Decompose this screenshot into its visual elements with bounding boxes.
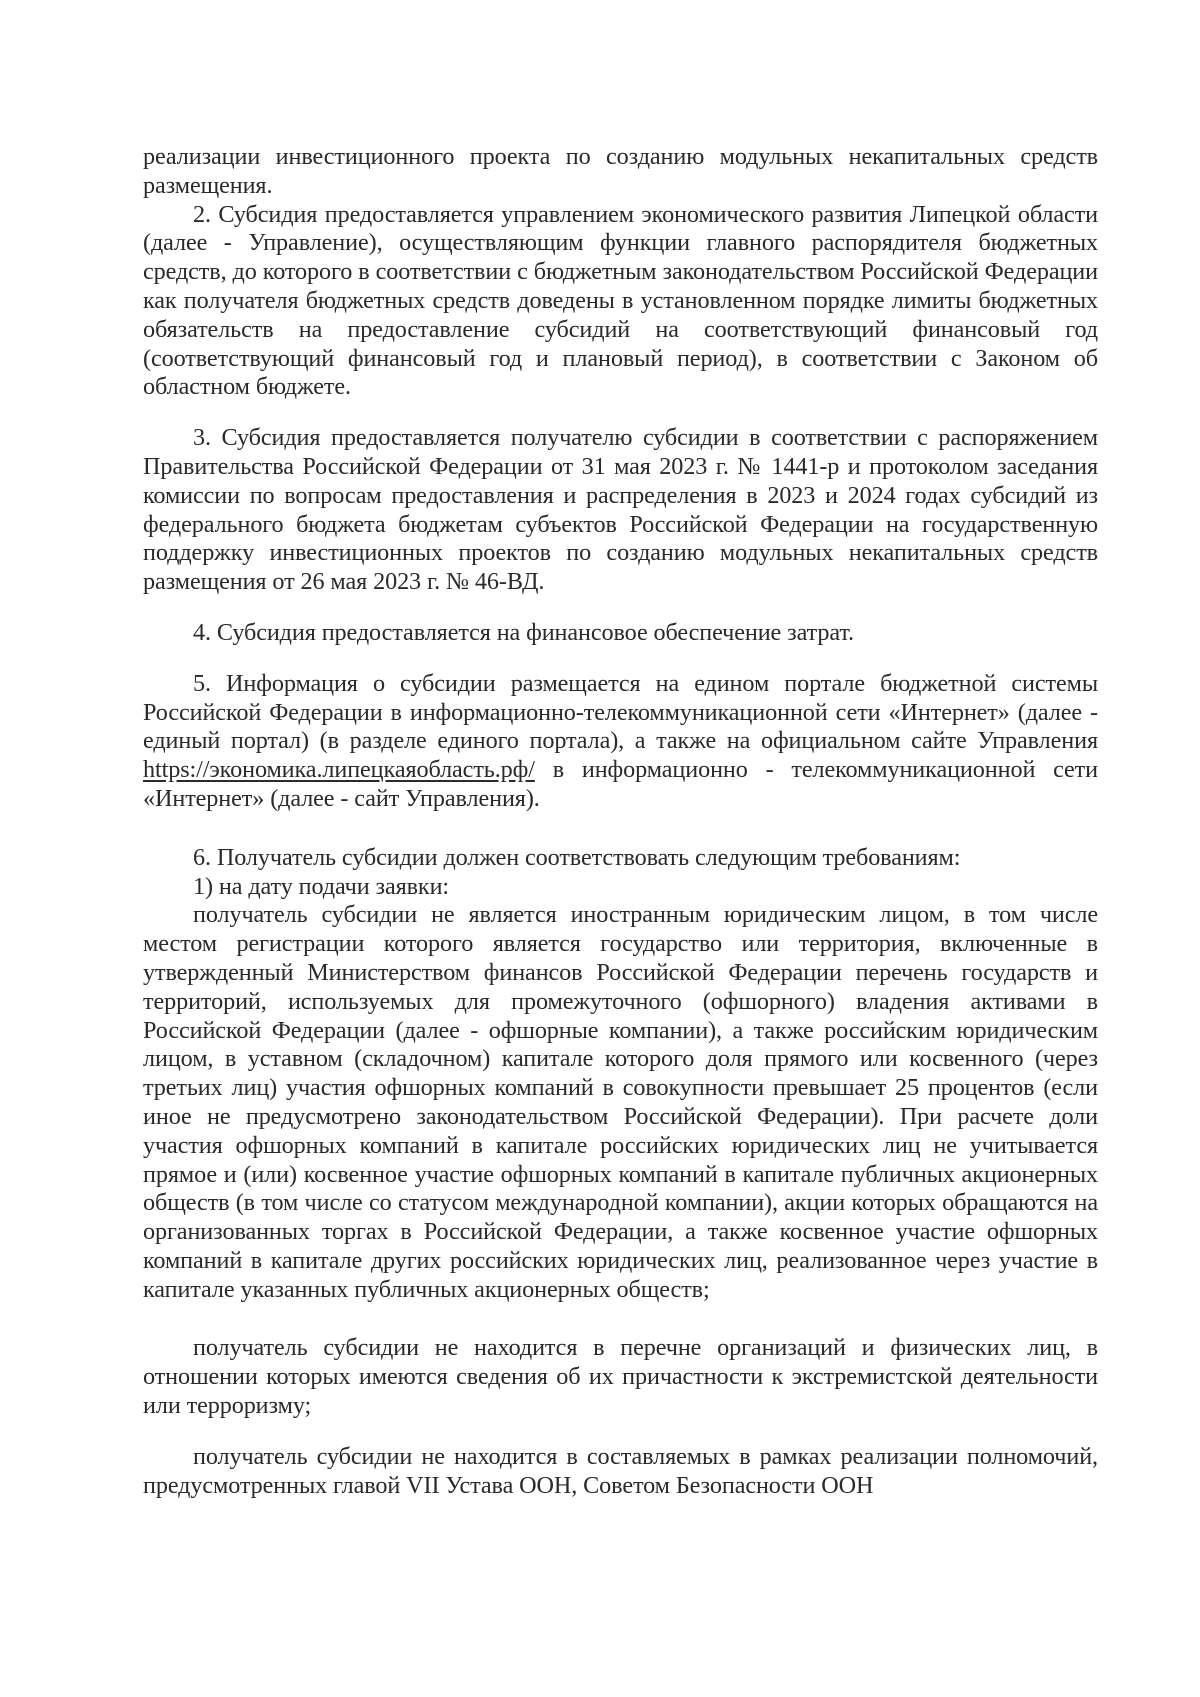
paragraph-continuation: реализации инвестиционного проекта по созданию модульных некапитальных средств размещения. [143, 143, 1098, 199]
paragraph-3: 3. Субсидия предоставляется получателю субсидии в соответствии с распоряжением Правительства Российской Федерации от 31 мая 2023 г. № 1441-р и протоколом заседания комиссии по вопросам предоставления и распределения в 2023 и 2024 годах субсидий из федерального бюджета бюджетам субъектов Российской Федерации на государственную поддержку инвестиционных проектов по созданию модульных некапитальных средств размещения от 26 мая 2023 г. № 46-ВД. [143, 424, 1098, 596]
paragraph-offshore: получатель субсидии не является иностранным юридическим лицом, в том числе местом регистрации которого является государство или территория, включенные в утвержденный Министерством финансов Российской Федерации перечень государств и территорий, используемых для промежуточного (офшорного) владения активами в Российской Федерации (далее - офшорные компании), а также российским юридическим лицом, в уставном (складочном) капитале которого доля прямого или косвенного (через третьих лиц) участия офшорных компаний в совокупности превышает 25 процентов (если иное не предусмотрено законодательством Российской Федерации). При расчете доли участия офшорных компаний в капитале российских юридических лиц не учитывается прямое и (или) косвенное участие офшорных компаний в капитале публичных акционерных обществ (в том числе со статусом международной компании), акции которых обращаются на организованных торгах в Российской Федерации, а также косвенное участие офшорных компаний в капитале других российских юридических лиц, реализованное через участие в капитале указанных публичных акционерных обществ; [143, 901, 1098, 1303]
paragraph-un-lists: получатель субсидии не находится в составляемых в рамках реализации полномочий, предусмотренных главой VII Устава ООН, Советом Безопасности ООН [143, 1442, 1098, 1499]
paragraph-6-item-1: 1) на дату подачи заявки: [193, 872, 450, 900]
paragraph-6: 6. Получатель субсидии должен соответствовать следующим требованиям: [193, 843, 961, 871]
paragraph-4: 4. Субсидия предоставляется на финансовое обеспечение затрат. [193, 618, 854, 646]
paragraph-extremism: получатель субсидии не находится в перечне организаций и физических лиц, в отношении которых имеются сведения об их причастности к экстремистской деятельности или терроризму; [143, 1334, 1098, 1420]
paragraph-5-text-before: 5. Информация о субсидии размещается на едином портале бюджетной системы Российской Федерации в информационно-телекоммуникационной сети «Интернет» (далее - единый портал) (в разделе единого портала), а также на официальном сайте Управления [143, 669, 1098, 755]
document-page [143, 143, 1098, 1500]
paragraph-5 [143, 670, 1098, 814]
website-link[interactable]: https://экономика.липецкаяобласть.рф/ [143, 756, 535, 784]
paragraph-2: 2. Субсидия предоставляется управлением экономического развития Липецкой области (далее - Управление), осуществляющим функции главного распорядителя бюджетных средств, до которого в соответствии с бюджетным законодательством Российской Федерации как получателя бюджетных средств доведены в установленном порядке лимиты бюджетных обязательств на предоставление субсидий на соответствующий финансовый год (соответствующий финансовый год и плановый период), в соответствии с Законом об областном бюджете. [143, 200, 1098, 401]
paragraph-5-text-after: в информационно - телекоммуникационной сети «Интернет» (далее - сайт Управления). [143, 756, 1098, 812]
